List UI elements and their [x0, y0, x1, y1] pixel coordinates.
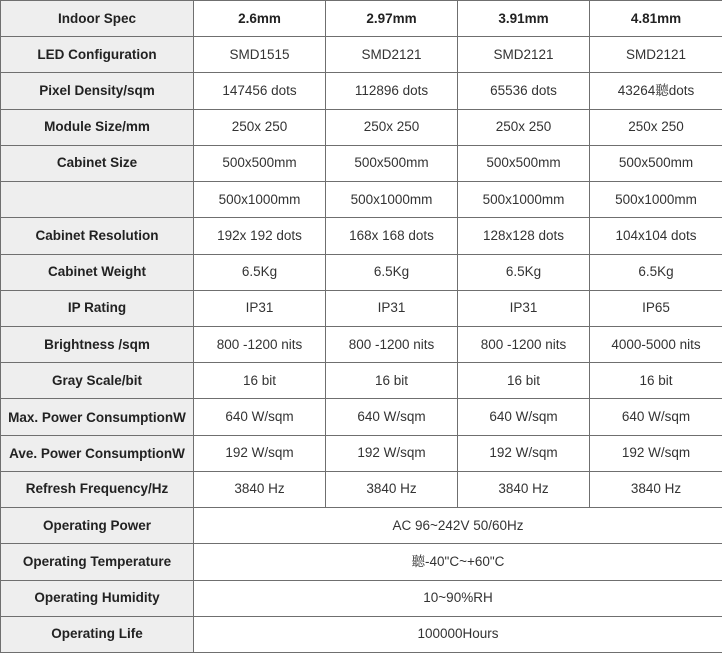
cell: 250x 250 — [590, 109, 722, 145]
cell: 147456 dots — [194, 73, 326, 109]
table-row — [1, 254, 722, 290]
cell: 640 W/sqm — [590, 399, 722, 435]
cell: 6.5Kg — [326, 254, 458, 290]
cell: 500x1000mm — [590, 182, 722, 218]
row-label: Operating Power — [1, 508, 194, 544]
table-row — [1, 37, 722, 73]
cell: IP31 — [458, 290, 590, 326]
cell: 192 W/sqm — [194, 435, 326, 471]
cell: 4000-5000 nits — [590, 326, 722, 362]
span-cell: 100000Hours — [194, 616, 722, 652]
table-row — [1, 399, 722, 435]
span-cell: 10~90%RH — [194, 580, 722, 616]
cell: 192 W/sqm — [590, 435, 722, 471]
row-label: Operating Life — [1, 616, 194, 652]
cell: SMD2121 — [590, 37, 722, 73]
cell: 6.5Kg — [194, 254, 326, 290]
row-label: LED Configuration — [1, 37, 194, 73]
header-col-3-91mm: 3.91mm — [458, 1, 590, 37]
row-label: Max. Power ConsumptionW — [1, 399, 194, 435]
cell: 104x104 dots — [590, 218, 722, 254]
table-row — [1, 109, 722, 145]
cell: 192x 192 dots — [194, 218, 326, 254]
row-label: Operating Temperature — [1, 544, 194, 580]
row-label: IP Rating — [1, 290, 194, 326]
row-label: Ave. Power ConsumptionW — [1, 435, 194, 471]
cell: 43264聽dots — [590, 73, 722, 109]
cell: 800 -1200 nits — [326, 326, 458, 362]
cell: 6.5Kg — [590, 254, 722, 290]
cell: IP31 — [326, 290, 458, 326]
cell: 500x500mm — [326, 145, 458, 181]
header-label: Indoor Spec — [1, 1, 194, 37]
table-row — [1, 435, 722, 471]
cell: 250x 250 — [326, 109, 458, 145]
cell: 500x500mm — [458, 145, 590, 181]
header-col-4-81mm: 4.81mm — [590, 1, 722, 37]
row-label: Cabinet Weight — [1, 254, 194, 290]
table-row-span — [1, 616, 722, 652]
table-row — [1, 471, 722, 507]
cell: 192 W/sqm — [326, 435, 458, 471]
cell: 250x 250 — [458, 109, 590, 145]
cell: 500x1000mm — [194, 182, 326, 218]
table-row-span — [1, 508, 722, 544]
row-label — [1, 182, 194, 218]
row-label: Brightness /sqm — [1, 326, 194, 362]
table-row-span — [1, 544, 722, 580]
table-row — [1, 73, 722, 109]
cell: 640 W/sqm — [458, 399, 590, 435]
cell: IP65 — [590, 290, 722, 326]
span-cell: AC 96~242V 50/60Hz — [194, 508, 722, 544]
cell: 3840 Hz — [590, 471, 722, 507]
cell: 3840 Hz — [326, 471, 458, 507]
table-row — [1, 290, 722, 326]
header-col-2-97mm: 2.97mm — [326, 1, 458, 37]
cell: 112896 dots — [326, 73, 458, 109]
row-label: Pixel Density/sqm — [1, 73, 194, 109]
cell: 16 bit — [458, 363, 590, 399]
cell: 500x1000mm — [326, 182, 458, 218]
cell: 500x500mm — [590, 145, 722, 181]
table-row — [1, 326, 722, 362]
row-label: Refresh Frequency/Hz — [1, 471, 194, 507]
cell: 65536 dots — [458, 73, 590, 109]
span-cell: 聽-40"C~+60"C — [194, 544, 722, 580]
cell: 500x1000mm — [458, 182, 590, 218]
table-row — [1, 218, 722, 254]
cell: 3840 Hz — [194, 471, 326, 507]
cell: IP31 — [194, 290, 326, 326]
cell: SMD1515 — [194, 37, 326, 73]
table-row — [1, 145, 722, 181]
cell: 128x128 dots — [458, 218, 590, 254]
row-label: Gray Scale/bit — [1, 363, 194, 399]
cell: 800 -1200 nits — [458, 326, 590, 362]
cell: 16 bit — [326, 363, 458, 399]
row-label: Operating Humidity — [1, 580, 194, 616]
cell: 500x500mm — [194, 145, 326, 181]
table-header-row — [1, 1, 722, 37]
row-label: Module Size/mm — [1, 109, 194, 145]
table-row — [1, 363, 722, 399]
cell: 3840 Hz — [458, 471, 590, 507]
cell: 640 W/sqm — [194, 399, 326, 435]
header-col-2-6mm: 2.6mm — [194, 1, 326, 37]
cell: 16 bit — [194, 363, 326, 399]
cell: SMD2121 — [458, 37, 590, 73]
cell: SMD2121 — [326, 37, 458, 73]
cell: 6.5Kg — [458, 254, 590, 290]
cell: 640 W/sqm — [326, 399, 458, 435]
cell: 250x 250 — [194, 109, 326, 145]
cell: 168x 168 dots — [326, 218, 458, 254]
row-label: Cabinet Size — [1, 145, 194, 181]
table-row — [1, 182, 722, 218]
table-row-span — [1, 580, 722, 616]
cell: 800 -1200 nits — [194, 326, 326, 362]
cell: 192 W/sqm — [458, 435, 590, 471]
cell: 16 bit — [590, 363, 722, 399]
row-label: Cabinet Resolution — [1, 218, 194, 254]
